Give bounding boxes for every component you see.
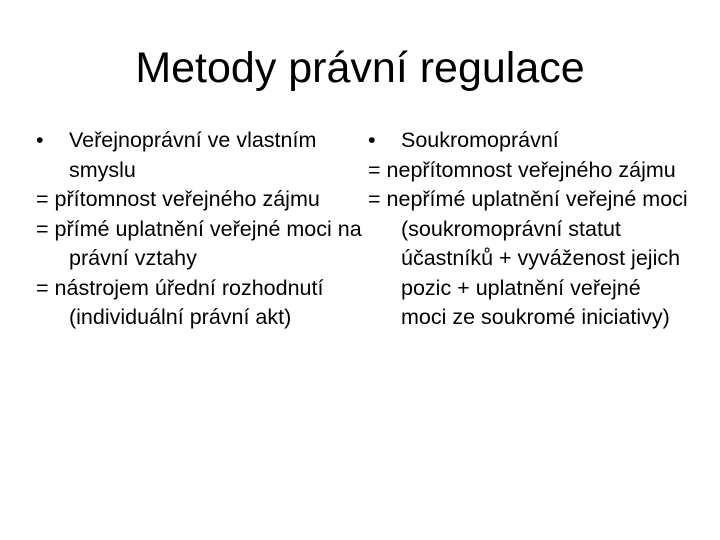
left-column-heading xyxy=(36,126,362,185)
left-column-heading-text: Veřejnoprávní ve vlastním smyslu xyxy=(69,128,317,182)
bullet-icon: • xyxy=(368,128,376,152)
left-column-line: = nástrojem úřední rozhodnutí (individuální právní akt) xyxy=(36,275,324,329)
right-column-heading xyxy=(368,126,688,156)
left-column-line: = přímé uplatnění veřejné moci na právní vztahy xyxy=(36,216,362,270)
left-column xyxy=(36,126,362,333)
bullet-icon: • xyxy=(36,128,44,152)
right-column-line: = nepřítomnost veřejného zájmu xyxy=(368,157,676,182)
right-column-line: = nepřímé uplatnění veřejné moci (soukromoprávní statut účastníků + vyváženost jejich pozic + uplatnění veřejné moci ze soukromé iniciativy) xyxy=(368,187,688,329)
left-column-line: = přítomnost veřejného zájmu xyxy=(36,187,320,211)
slide-title: Metody právní regulace xyxy=(135,44,585,92)
right-column xyxy=(368,126,688,333)
right-column-heading-text: Soukromoprávní xyxy=(401,128,559,152)
